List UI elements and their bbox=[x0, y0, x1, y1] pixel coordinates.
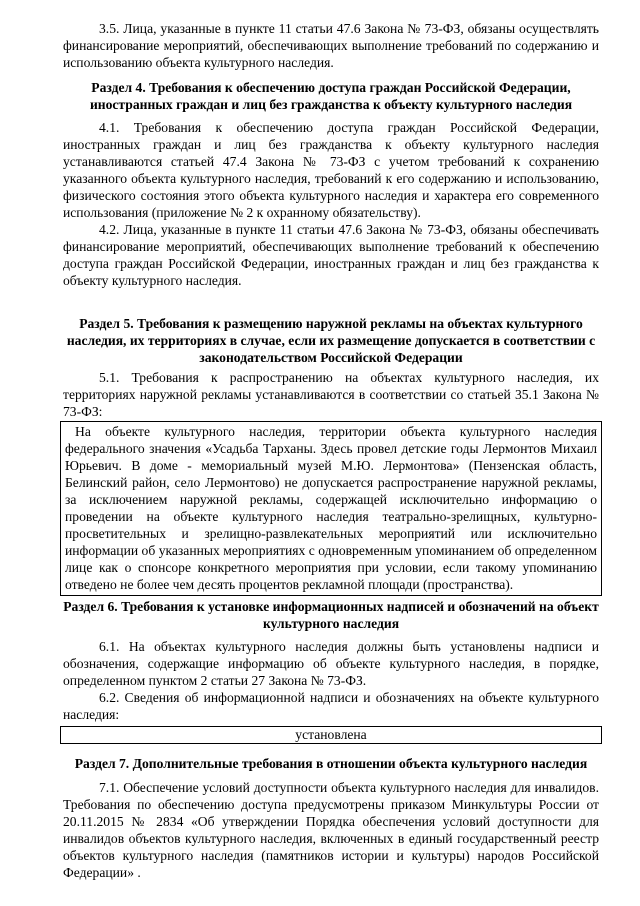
document-page bbox=[63, 20, 599, 881]
paragraph-4-2: 4.2. Лица, указанные в пункте 11 статьи 47.6 Закона № 73-ФЗ, обязаны обеспечивать финансирование мероприятий, обеспечивающих выполнение требований к обеспечению доступа граждан Российской Федерации, иностранных граждан и лиц без гражданства к объекту культурного наследия. bbox=[63, 222, 599, 288]
paragraph-3-5: 3.5. Лица, указанные в пункте 11 статьи 47.6 Закона № 73-ФЗ, обязаны осуществлять финансирование мероприятий, обеспечивающих выполнение требований по содержанию и использованию объекта культурного наследия. bbox=[63, 21, 599, 70]
paragraph-4-1: 4.1. Требования к обеспечению доступа граждан Российской Федерации, иностранных граждан и лиц без гражданства к объекту культурного наследия устанавливаются статьей 47.4 Закона № 73-ФЗ с учетом требований к сохранению указанного объекта культурного наследия, требований к его содержанию и использованию, физического состояния этого объекта культурного наследия и характера его современного использования (приложение № 2 к охранному обязательству). bbox=[63, 120, 599, 220]
paragraph-6-1: 6.1. На объектах культурного наследия должны быть установлены надписи и обозначения, содержащие информацию об объекте культурного наследия, в порядке, определенном пунктом 2 статьи 27 Закона № 73-ФЗ. bbox=[63, 639, 599, 688]
section-5-heading: Раздел 5. Требования к размещению наружной рекламы на объектах культурного наследия, их территориях в случае, если их размещение допускается в соответствии с законодательством Российской Федерации bbox=[66, 316, 596, 365]
section-7-heading: Раздел 7. Дополнительные требования в отношении объекта культурного наследия bbox=[74, 756, 588, 771]
paragraph-7-1: 7.1. Обеспечение условий доступности объекта культурного наследия для инвалидов. Требования по обеспечению доступа предусмотрены приказом Минкультуры России от 20.11.2015 № 2834 «Об утверждении Порядка обеспечения условий доступности для инвалидов объектов культурного наследия, включенных в единый государственный реестр объектов культурного наследия (памятников истории и культуры) народов Российской Федерации» . bbox=[63, 780, 599, 880]
inscription-status-box: установлена bbox=[60, 726, 602, 744]
outdoor-advertising-requirements-box: На объекте культурного наследия, территории объекта культурного наследия федерального значения «Усадьба Тарханы. Здесь провел детские годы Лермонтов Михаил Юрьевич. В доме - мемориальный музей М.Ю. Лермонтова» (Пензенская область, Белинский район, село Лермонтово) не допускается распространение наружной рекламы, за исключением наружной рекламы, содержащей исключительно информацию о проведении на объекте культурного наследия театрально-зрелищных, культурно-просветительных и зрелищно-развлекательных мероприятий или исключительно информации об указанных мероприятиях с одновременным упоминанием об определенном лице как о спонсоре конкретного мероприятия при условии, если такому упоминанию отведено не более чем десять процентов рекламной площади (пространства). bbox=[60, 421, 602, 596]
section-6-heading: Раздел 6. Требования к установке информационных надписей и обозначений на объект культурного наследия bbox=[63, 599, 599, 631]
paragraph-5-1: 5.1. Требования к распространению на объектах культурного наследия, их территориях наружной рекламы устанавливаются в соответствии со статьей 35.1 Закона № 73-ФЗ: bbox=[63, 370, 599, 419]
section-4-heading: Раздел 4. Требования к обеспечению доступа граждан Российской Федерации, иностранных граждан и лиц без гражданства к объекту культурного наследия bbox=[89, 80, 573, 112]
paragraph-6-2: 6.2. Сведения об информационной надписи и обозначениях на объекте культурного наследия: bbox=[63, 690, 599, 722]
